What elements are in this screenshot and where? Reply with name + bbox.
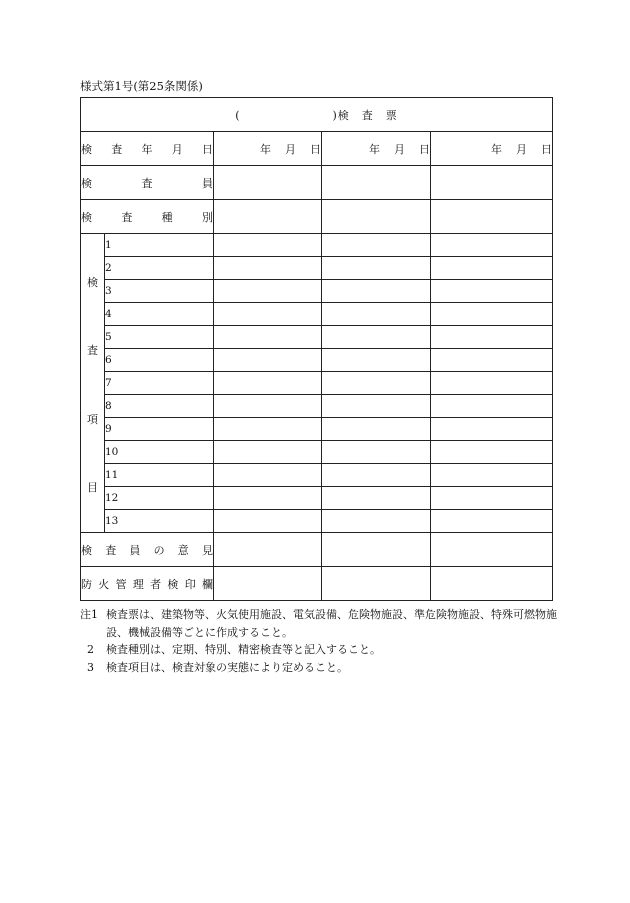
item-field[interactable] (214, 464, 322, 487)
item-field[interactable] (431, 418, 553, 441)
item-row (81, 326, 553, 349)
title-open-paren: ( (235, 108, 241, 122)
note-number: 2 (87, 643, 94, 656)
item-field[interactable] (431, 395, 553, 418)
inspector-field-3[interactable] (431, 166, 553, 200)
item-field[interactable] (431, 372, 553, 395)
item-row (81, 372, 553, 395)
item-field[interactable] (431, 349, 553, 372)
note-item (80, 606, 560, 641)
kind-field-1[interactable] (214, 200, 322, 234)
note-item (80, 659, 560, 677)
item-number: 13 (105, 510, 214, 533)
form-number: 様式第1号(第25条関係) (80, 79, 203, 93)
item-field[interactable] (322, 257, 431, 280)
item-number: 12 (105, 487, 214, 510)
item-field[interactable] (322, 372, 431, 395)
kind-row (81, 200, 553, 234)
inspector-field-2[interactable] (322, 166, 431, 200)
title-text: )検 査 票 (332, 108, 398, 122)
note-text: 検査項目は、検査対象の実態により定めること。 (106, 660, 348, 674)
item-number: 8 (105, 395, 214, 418)
inspection-table (80, 97, 553, 601)
item-field[interactable] (431, 326, 553, 349)
title-row (81, 98, 553, 132)
item-number: 6 (105, 349, 214, 372)
item-field[interactable] (431, 280, 553, 303)
item-row (81, 510, 553, 533)
opinion-field-3[interactable] (431, 533, 553, 567)
item-number: 3 (105, 280, 214, 303)
item-field[interactable] (431, 234, 553, 257)
item-row (81, 303, 553, 326)
item-field[interactable] (431, 510, 553, 533)
item-row (81, 418, 553, 441)
item-field[interactable] (214, 303, 322, 326)
inspector-field-1[interactable] (214, 166, 322, 200)
item-number: 11 (105, 464, 214, 487)
item-field[interactable] (322, 464, 431, 487)
note-item (80, 641, 560, 659)
item-field[interactable] (214, 280, 322, 303)
item-number: 5 (105, 326, 214, 349)
date-field-2[interactable]: 年 月 日 (322, 132, 431, 166)
note-number: 注1 (80, 608, 98, 621)
date-field-3[interactable]: 年 月 日 (431, 132, 553, 166)
seal-field-1[interactable] (214, 567, 322, 601)
item-row (81, 487, 553, 510)
item-field[interactable] (322, 303, 431, 326)
item-row (81, 280, 553, 303)
item-field[interactable] (322, 280, 431, 303)
item-row (81, 464, 553, 487)
opinion-field-2[interactable] (322, 533, 431, 567)
item-field[interactable] (214, 510, 322, 533)
date-field-1[interactable]: 年 月 日 (214, 132, 322, 166)
opinion-row (81, 533, 553, 567)
seal-row (81, 567, 553, 601)
item-field[interactable] (322, 234, 431, 257)
item-field[interactable] (214, 441, 322, 464)
item-field[interactable] (322, 326, 431, 349)
item-field[interactable] (214, 487, 322, 510)
item-number: 1 (105, 234, 214, 257)
item-field[interactable] (214, 234, 322, 257)
item-field[interactable] (322, 395, 431, 418)
note-text: 検査種別は、定期、特別、精密検査等と記入すること。 (106, 643, 381, 656)
seal-label: 防 火 管 理 者 検 印 欄 (81, 567, 214, 601)
item-field[interactable] (322, 487, 431, 510)
item-field[interactable] (214, 349, 322, 372)
kind-field-2[interactable] (322, 200, 431, 234)
item-row (81, 395, 553, 418)
inspector-label: 検 査 員 (81, 166, 214, 200)
item-field[interactable] (214, 418, 322, 441)
item-field[interactable] (214, 326, 322, 349)
kind-field-3[interactable] (431, 200, 553, 234)
note-number: 3 (87, 660, 94, 674)
date-row (81, 132, 553, 166)
notes (80, 606, 560, 676)
item-field[interactable] (214, 257, 322, 280)
item-field[interactable] (322, 510, 431, 533)
seal-field-3[interactable] (431, 567, 553, 601)
item-row (81, 234, 553, 257)
item-field[interactable] (431, 303, 553, 326)
date-label: 検 査 年 月 日 (81, 132, 214, 166)
items-group-label: 検 査 項 目 (81, 234, 105, 533)
form-title (81, 98, 553, 132)
item-number: 4 (105, 303, 214, 326)
item-number: 2 (105, 257, 214, 280)
note-text: 検査票は、建築物等、火気使用施設、電気設備、危険物施設、準危険物施設、特殊可燃物施設、機械設備等ごとに作成すること。 (106, 608, 557, 639)
item-field[interactable] (322, 349, 431, 372)
opinion-label: 検 査 員 の 意 見 (81, 533, 214, 567)
item-row (81, 349, 553, 372)
item-field[interactable] (214, 395, 322, 418)
item-field[interactable] (431, 257, 553, 280)
item-row (81, 441, 553, 464)
item-field[interactable] (431, 487, 553, 510)
item-field[interactable] (431, 441, 553, 464)
seal-field-2[interactable] (322, 567, 431, 601)
opinion-field-1[interactable] (214, 533, 322, 567)
item-field[interactable] (322, 418, 431, 441)
item-number: 10 (105, 441, 214, 464)
item-field[interactable] (431, 464, 553, 487)
inspector-row (81, 166, 553, 200)
kind-label: 検 査 種 別 (81, 200, 214, 234)
item-number: 7 (105, 372, 214, 395)
item-field[interactable] (322, 441, 431, 464)
item-field[interactable] (214, 372, 322, 395)
item-number: 9 (105, 418, 214, 441)
item-row (81, 257, 553, 280)
